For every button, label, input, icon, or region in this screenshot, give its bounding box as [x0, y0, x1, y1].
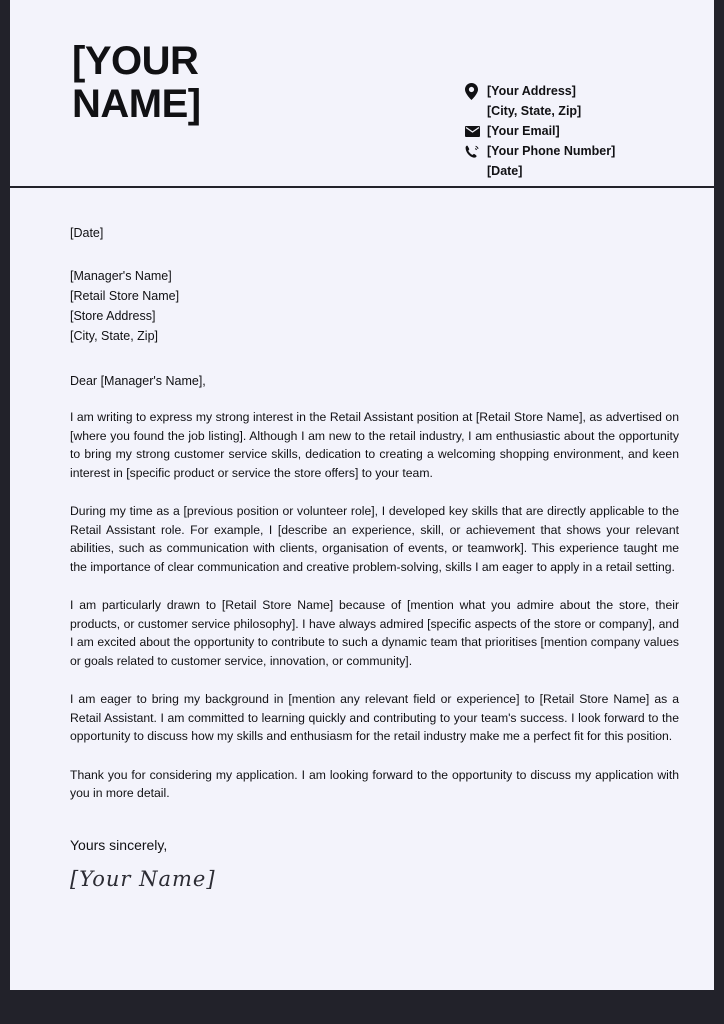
recipient-line: [City, State, Zip] [70, 329, 158, 343]
applicant-name-line2: NAME] [72, 82, 201, 127]
contact-address [465, 82, 705, 101]
contact-date [465, 162, 705, 181]
signature-line: [Your Name] [70, 866, 216, 891]
body-paragraph: I am particularly drawn to [Retail Store Name] because of [mention what you admire about the store, their products, or customer service philosophy]. I have always admired [specific aspects of the store or company], and I am excited about the opportunity to contribute to such a dynamic team that prioritises [mention company values or goals related to customer service, innovation, or community]. [70, 598, 679, 668]
left-accent-bar [0, 0, 10, 1024]
letter-sheet [10, 0, 714, 990]
location-pin-icon [465, 82, 487, 101]
body-paragraph: I am eager to bring my background in [mention any relevant field or experience] to [Retail Store Name] as a Retail Assistant. I am committed to learning quickly and contributing to your team's success. I look forward to the opportunity to discuss how my skills and enthusiasm for the retail industry make me a perfect fit for this position. [70, 692, 679, 743]
salutation: Dear [Manager's Name], [70, 374, 206, 388]
closing-line: Yours sincerely, [70, 836, 168, 853]
contact-phone-text: [Your Phone Number] [487, 144, 616, 158]
contact-email-text: [Your Email] [487, 124, 560, 138]
applicant-name [72, 40, 402, 126]
body-paragraph: During my time as a [previous position or volunteer role], I developed key skills that are directly applicable to the Retail Assistant role. For example, I [describe an experience, skill, or achievement that shows your relevant abilities, such as communication with clients, organisation of events, or teamwork]. This experience taught me the importance of clear communication and creative problem-solving, skills I am eager to apply in a retail setting. [70, 504, 679, 574]
recipient-line: [Manager's Name] [70, 269, 172, 283]
contact-city [465, 102, 705, 121]
letter-date: [Date] [70, 226, 104, 240]
letterhead [10, 0, 714, 188]
contact-email [465, 122, 705, 141]
contact-city-text: [City, State, Zip] [487, 104, 582, 118]
envelope-icon [465, 122, 487, 141]
phone-icon [465, 142, 487, 161]
recipient-line: [Store Address] [70, 309, 156, 323]
body-paragraph: I am writing to express my strong interest in the Retail Assistant position at [Retail Store Name], as advertised on [where you found the job listing]. Although I am new to the retail industry, I am enthusiastic about the opportunity to bring my strong customer service skills, dedication to creating a welcoming shopping environment, and keen interest in [specific product or service the store offers] to your team. [70, 410, 679, 480]
recipient-line: [Retail Store Name] [70, 289, 180, 303]
contact-phone [465, 142, 705, 161]
applicant-name-line1: [YOUR [72, 39, 199, 83]
bottom-accent-bar [0, 990, 724, 1024]
right-accent-bar [714, 0, 724, 1024]
letter-body [10, 188, 714, 891]
contact-date-text: [Date] [487, 164, 523, 178]
contact-details [465, 82, 705, 182]
recipient-block [70, 266, 679, 346]
contact-address-text: [Your Address] [487, 84, 576, 98]
body-paragraph: Thank you for considering my application. I am looking forward to the opportunity to discuss my application with you in more detail. [70, 767, 679, 800]
